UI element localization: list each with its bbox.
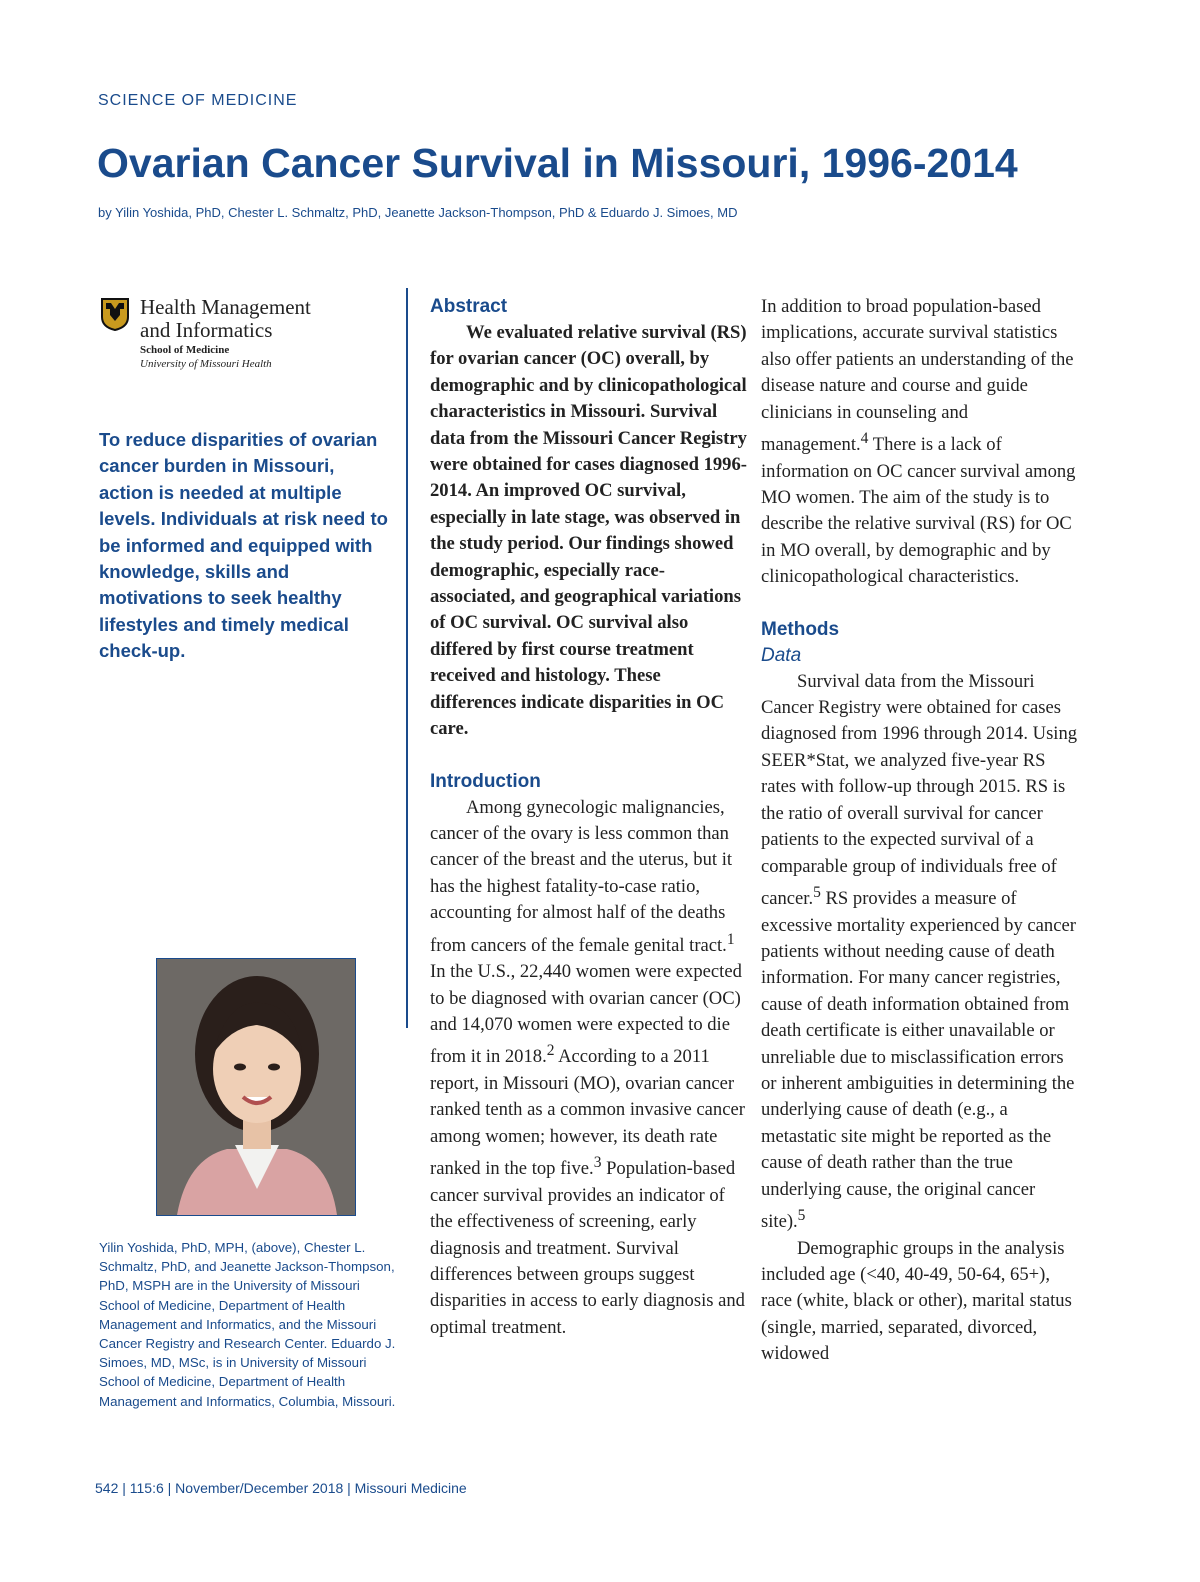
citation: 1 (726, 930, 735, 948)
institution-logo (100, 296, 400, 376)
abstract-heading: Abstract (430, 296, 508, 317)
column-divider (406, 288, 408, 1028)
methods-heading: Methods (761, 618, 840, 640)
introduction-paragraph: Among gynecologic malignancies, cancer of the ovary is less common than cancer of the breast and the uterus, but it has the highest fatality-to-case ratio, accounting for almost half of the deaths from cancers of the female genital tract.$^1$ In the U.S., 22,440 women were expected to be diagnosed with ovarian cancer (OC) and 14,070 women were expected to die from it in 2018.$^2$ According to a 2011 report, in Missouri (MO), ovarian cancer ranked tenth as a common invasive cancer among women; however, its death rate ranked in the top five.$^3$ Population-based cancer survival provides an indicator of the effectiveness of screening, early diagnosis and treatment. Survival differences between groups suggest disparities in access to early diagnosis and optimal treatment. (430, 796, 745, 1338)
section-label: SCIENCE OF MEDICINE (98, 92, 298, 109)
methods-paragraph-2: Demographic groups in the analysis included age (<40, 40-49, 50-64, 65+), race (white, black or other), marital status (single, married, separated, divorced, widowed (761, 1237, 1072, 1365)
citation: 4 (860, 430, 869, 448)
middle-column (430, 294, 748, 1341)
citation: 3 (593, 1154, 602, 1172)
methods-paragraph: Survival data from the Missouri Cancer Registry were obtained for cases diagnosed from 1996 through 2014. Using SEER*Stat, we analyzed five-year RS rates with follow-up through 2015. RS is the ratio of overall survival for cancer patients to the expected survival of a comparable group of individuals free of cancer.$^5$ RS provides a measure of excessive mortality experienced by cancer patients without needing cause of death information. For many cancer registries, cause of death information obtained from death certificate is either unavailable or unreliable due to misclassification errors or inherent ambiguities in determining the underlying cause of death (e.g., a metastatic site might be reported as the cause of death rather than the true underlying cause, the original cancer site).$^5$ (761, 670, 1078, 1233)
citation: 5 (813, 883, 821, 901)
pull-quote: To reduce disparities of ovarian cancer burden in Missouri, action is needed at multiple levels. Individuals at risk need to be informed and equipped with knowledge, skills and motivations to seek healthy lifestyles and timely medical check-up. (99, 429, 388, 662)
author-caption: Yilin Yoshida, PhD, MPH, (above), Chester L. Schmaltz, PhD, and Jeanette Jackson-Thompson, PhD, MSPH are in the University of Missouri School of Medicine, Department of Health Management and Informatics, and the Missouri Cancer Registry and Research Center. Eduardo J. Simoes, MD, MSc, is in University of Missouri School of Medicine, Department of Health Management and Informatics, Columbia, Missouri. (99, 1240, 396, 1409)
logo-school: School of Medicine (140, 344, 230, 356)
byline: by Yilin Yoshida, PhD, Chester L. Schmaltz, PhD, Jeanette Jackson-Thompson, PhD & Eduardo J. Simoes, MD (98, 205, 738, 220)
page-footer: 542 | 115:6 | November/December 2018 | Missouri Medicine (95, 1480, 467, 1496)
introduction-heading: Introduction (430, 770, 541, 792)
logo-name: Health Management and Informatics (140, 295, 311, 342)
author-portrait-photo (156, 958, 356, 1216)
article-title: Ovarian Cancer Survival in Missouri, 1996-2014 (97, 140, 1018, 186)
citation: 5 (797, 1206, 806, 1224)
data-subheading: Data (761, 644, 802, 666)
citation: 2 (546, 1042, 555, 1060)
logo-university: University of Missouri Health (140, 358, 272, 370)
mizzou-logo-icon (100, 297, 130, 336)
introduction-paragraph-2: In addition to broad population-based implications, accurate survival statistics also offer patients an understanding of the disease nature and course and guide clinicians in counseling and management.$^4$ There is a lack of information on OC cancer survival among MO women. The aim of the study is to describe the relative survival (RS) for OC in MO overall, by demographic and by clinicopathological characteristics. (761, 296, 1076, 588)
right-column (761, 294, 1079, 1368)
abstract-text: We evaluated relative survival (RS) for ovarian cancer (OC) overall, by demographic and by clinicopathological characteristics in Missouri. Survival data from the Missouri Cancer Registry were obtained for cases diagnosed 1996-2014. An improved OC survival, especially in late stage, was observed in the study period. Our findings showed demographic, especially race-associated, and geographical variations of OC survival. OC survival also differed by first course treatment received and histology. These differences indicate disparities in OC care. (430, 322, 747, 740)
